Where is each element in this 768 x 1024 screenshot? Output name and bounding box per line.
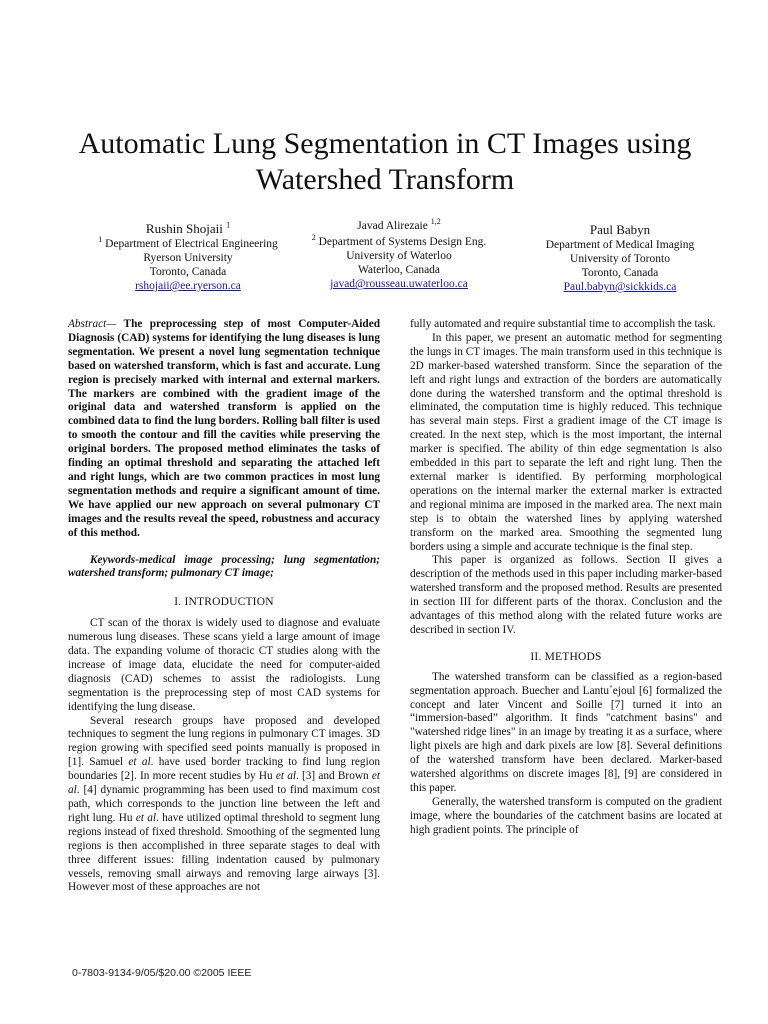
author-email-link[interactable]: rshojaii@ee.ryerson.ca [135,280,241,292]
author-name: Rushin Shojaii $^1$ [145,220,231,236]
author-location: Toronto, Canada [149,266,227,278]
author-dept: Department of Medical Imaging [545,239,695,251]
author-block-1 [68,220,308,293]
abstract-text: The preprocessing step of most Computer-Aided Diagnosis (CAD) systems for identifying the lung diseases is lung segmentation. We present a novel lung segmentation technique based on watershed transform, which is fast and accurate. Lung region is precisely marked with internal and external markers. The markers are combined with the gradient image of the original data and watershed transform is applied on the combined data to find the lung borders. Rolling ball filter is used to smooth the contour and fill the cavities while preserving the original borders. The proposed method eliminates the tasks of finding an optimal threshold and separating the attached left and right lungs, which are two common practices in most lung segmentation methods and require a significant amount of time. We have applied our new approach on several pulmonary CT images and the results reveal the speed, robustness and accuracy of this method. [68,318,380,539]
right-column [410,318,722,838]
author-block-2 [293,218,505,291]
intro-paragraph-4: This paper is organized as follows. Section II gives a description of the methods used in this paper including marker-based watershed transform and the proposed method. Results are presented in section III for different parts of the thorax. Conclusion and the advantages of this method along with the related future works are described in section IV. [410,554,722,636]
keywords: Keywords-medical image processing; lung segmentation; watershed transform; pulmonary CT image; [68,553,380,580]
paper-title-line2: Watershed Transform [255,163,515,196]
abstract-label: Abstract— [68,318,117,330]
author-institution: Ryerson University [143,252,233,264]
left-column [68,318,380,895]
author-institution: University of Waterloo [346,250,452,262]
intro-continuation: fully automated and require substantial time to accomplish the task. [410,318,716,330]
intro-paragraph-1: CT scan of the thorax is widely used to diagnose and evaluate numerous lung diseases. These scans yield a large amount of image data. The expanding volume of thoracic CT studies along with the increase of image data, elucidate the need for computer-aided diagnosis (CAD) schemes to assist the radiologists. Lung segmentation is the preprocessing step of most CAD systems for identifying the lung disease. [68,617,380,713]
author-block-3 [520,221,720,294]
intro-paragraph-2: Several research groups have proposed and developed techniques to segment the lung regions in pulmonary CT images. 3D region growing with specified seed points manually is proposed in [1]. Samuel et al. have used border tracking to find lung region boundaries [2]. In more recent studies by Hu et al. [3] and Brown et al. [4] dynamic programming has been used to find maximum cost path, which corresponds to the junction line between the left and right lung. Hu et al. have utilized optimal threshold to segment lung regions instead of fixed threshold. Smoothing of the segmented lung regions is then accomplished in three separate stages to deal with three different issues: filling indentation caused by pulmonary vessels, removing small airways and removing large airways [3]. However most of these approaches are not [68,714,381,894]
author-email-link[interactable]: Paul.babyn@sickkids.ca [563,281,677,293]
author-dept: $^2$ Department of Systems Design Eng. [311,233,487,248]
methods-paragraph-2: Generally, the watershed transform is computed on the gradient image, where the boundaries of the catchment basins are located at high gradient points. The principle of [410,795,722,836]
methods-paragraph-1: The watershed transform can be classified as a region-based segmentation approach. Buecher and Lantu´ejoul [6] formalized the concept and later Vincent and Soille [7] turned it into an “immersion-based” algorithm. It finds "catchment basins" and "watershed ridge lines" in an image by treating it as a surface, where light pixels are high and dark pixels are low [8]. Several definitions of the watershed transform have been declared. Marker-based watershed algorithms on discrete images [8], [9] are considered in this paper. [410,670,722,794]
author-institution: University of Toronto [570,253,670,265]
intro-paragraph-3: In this paper, we present an automatic method for segmenting the lungs in CT images. The main transform used in this technique is 2D marker-based watershed transform. Since the separation of the left and right lungs and extraction of the borders are automatically done during the watershed transform and the optimal threshold is eliminated, the computation time is highly reduced. This technique has several main steps. First a gradient image of the CT image is created. In the next step, which is the most important, the internal marker is specified. The ability of thin edge segmentation is also embedded in this part to separate the left and right lung. Then the external marker is identified. By performing morphological operations on the internal marker the external marker is extracted and regional minima are imposed in the marked area. The next main step is to obtain the watershed lines by applying watershed transform on the marked area. Smoothing the segmented lung borders using a simple and accurate technique is the final step. [410,331,722,553]
author-name: Paul Babyn [589,222,651,237]
section-heading-methods: II. METHODS [530,650,602,663]
author-location: Toronto, Canada [581,267,659,279]
copyright-footer: 0-7803-9134-9/05/$20.00 ©2005 IEEE [72,967,252,979]
author-email-link[interactable]: javad@rousseau.uwaterloo.ca [330,278,468,290]
paper-title [40,126,730,198]
author-name: Javad Alirezaie $^{1,2}$ [357,217,441,232]
author-dept: $^1$ Department of Electrical Engineering [98,235,278,250]
abstract [68,318,380,541]
author-location: Waterloo, Canada [357,264,441,276]
section-heading-introduction: I. INTRODUCTION [174,596,274,609]
paper-title-line1: Automatic Lung Segmentation in CT Images using [78,127,692,160]
